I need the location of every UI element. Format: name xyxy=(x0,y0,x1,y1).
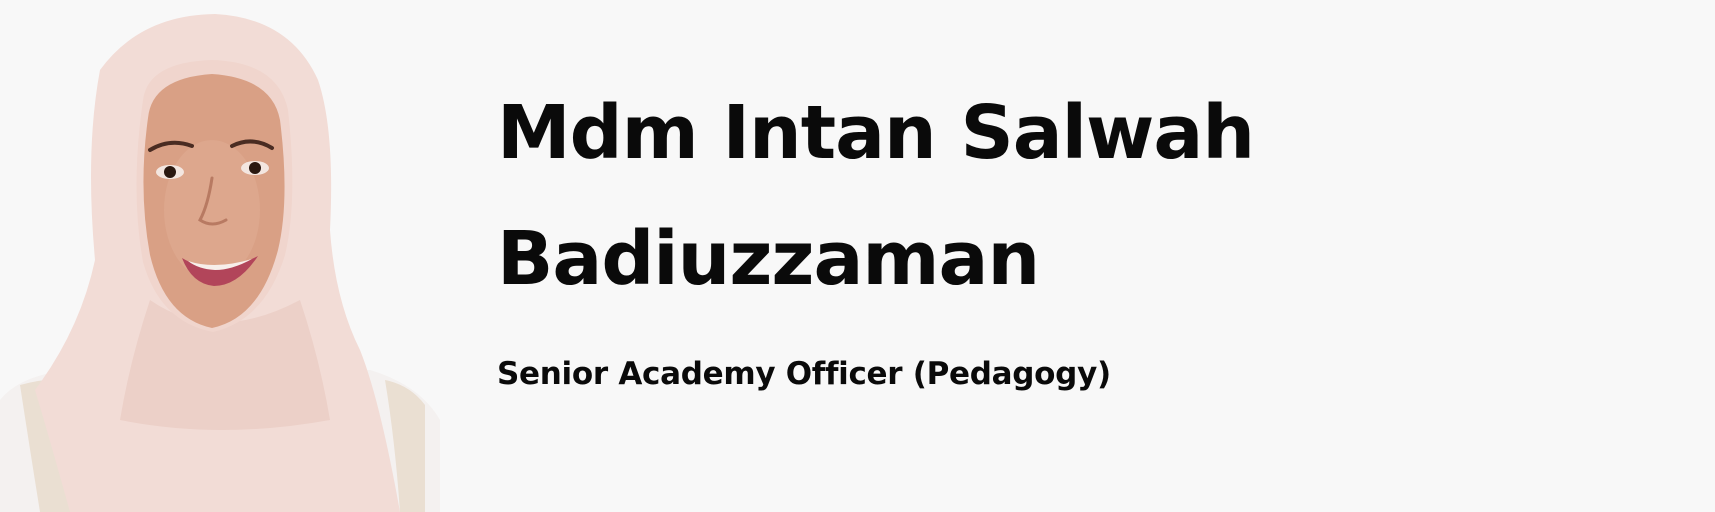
person-name-line-1: Mdm Intan Salwah xyxy=(497,90,1255,176)
person-name-line-2: Badiuzzaman xyxy=(497,216,1040,302)
profile-info xyxy=(497,70,1647,394)
job-title: Senior Academy Officer (Pedagogy) xyxy=(497,356,1111,392)
portrait-photo xyxy=(0,0,440,512)
person-name xyxy=(497,70,1647,322)
